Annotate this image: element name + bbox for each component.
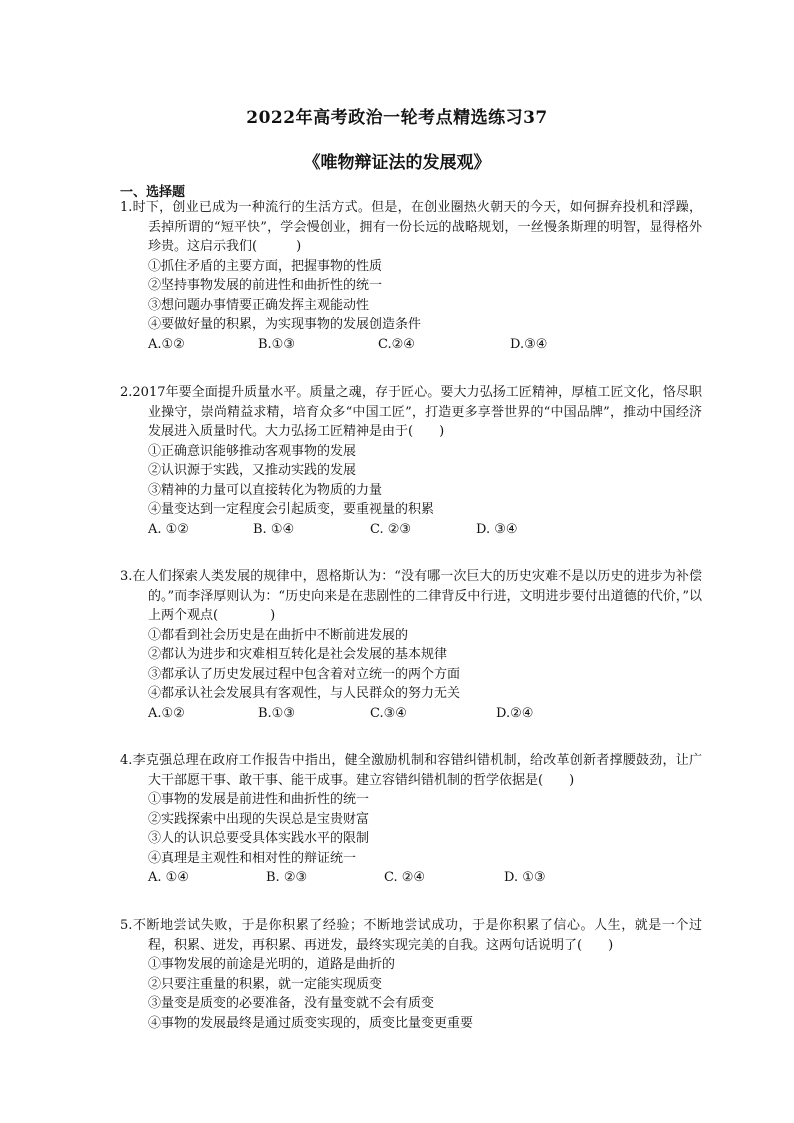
answer-choices <box>148 335 702 355</box>
question-option: ④要做好量的积累，为实现事物的发展创造条件 <box>148 317 422 332</box>
answer-choice-d: D.②④ <box>496 705 534 721</box>
answer-choice-d: D. ①③ <box>504 870 546 885</box>
question-option: ②认识源于实践，又推动实践的发展 <box>148 463 357 478</box>
answer-choice-b: B. ①④ <box>253 521 295 537</box>
question-option: ①事物发展的前途是光明的，道路是曲折的 <box>148 957 396 972</box>
question-stem: 4.李克强总理在政府工作报告中指出，健全激励机制和容错纠错机制，给改革创新者撑腰鼓劲，让广大干部愿干事、敢干事、能干成事。建立容错纠错机制的哲学依据是( ) <box>120 753 702 788</box>
question-option: ②坚持事物发展的前进性和曲折性的统一 <box>148 278 383 293</box>
document-subtitle: 《唯物辩证法的发展观》 <box>303 153 491 173</box>
answer-choice-b: B.①③ <box>258 705 295 721</box>
answer-choices <box>148 868 702 888</box>
question-5 <box>120 916 702 1033</box>
answer-choice-c: C. ②④ <box>384 870 426 885</box>
question-option: ①抓住矛盾的主要方面，把握事物的性质 <box>148 258 383 274</box>
question-option: ③想问题办事情要正确发挥主观能动性 <box>148 297 370 313</box>
question-1 <box>120 198 702 354</box>
question-option: ①事物的发展是前进性和曲折性的统一 <box>148 792 370 807</box>
answer-choice-b: B.①③ <box>258 336 295 352</box>
question-option: ①正确意识能够推动客观事物的发展 <box>148 443 357 459</box>
question-option: ③人的认识总要受具体实践水平的限制 <box>148 831 370 846</box>
question-option: ④事物的发展最终是通过质变实现的，质变比量变更重要 <box>148 1015 474 1031</box>
answer-choice-d: D. ③④ <box>476 521 518 537</box>
question-option: ①都看到社会历史是在曲折中不断前进发展的 <box>148 627 409 643</box>
answer-choice-b: B. ②③ <box>266 870 308 885</box>
answer-choice-a: A. ①② <box>148 521 189 537</box>
question-option: ④量变达到一定程度会引起质变，要重视量的积累 <box>148 502 435 517</box>
answer-choice-c: C.②④ <box>378 336 415 352</box>
section-heading: 一、选择题 <box>120 185 186 200</box>
question-option: ④真理是主观性和相对性的辩证统一 <box>148 850 357 866</box>
answer-choice-c: C. ②③ <box>370 521 412 537</box>
answer-choice-d: D.③④ <box>510 336 548 352</box>
answer-choice-a: A.①② <box>148 705 185 721</box>
question-stem: 1.时下，创业已成为一种流行的生活方式。但是，在创业圈热火朝天的今天，如何摒弃投机和浮躁，丢掉所谓的“短平快”，学会慢创业，拥有一份长远的战略规划，一丝慢条斯理的明智，显得格外珍贵。这启示我们( ) <box>120 200 702 254</box>
question-option: ②实践探索中出现的失误总是宝贵财富 <box>148 811 370 827</box>
answer-choice-c: C.③④ <box>370 705 407 721</box>
question-option: ④都承认社会发展具有客观性，与人民群众的努力无关 <box>148 686 461 701</box>
answer-choices <box>148 520 702 540</box>
answer-choice-a: A.①② <box>148 336 185 352</box>
question-4 <box>120 751 702 888</box>
question-option: ③都承认了历史发展过程中包含着对立统一的两个方面 <box>148 666 461 682</box>
question-stem: 5.不断地尝试失败，于是你积累了经验；不断地尝试成功，于是你积累了信心。人生，就是一个过程，积累、迸发，再积累、再迸发，最终实现完美的自我。这两句话说明了( ) <box>120 918 702 953</box>
question-option: ②都认为进步和灾难相互转化是社会发展的基本规律 <box>148 647 448 662</box>
question-2 <box>120 383 702 539</box>
document-title: 2022年高考政治一轮考点精选练习37 <box>246 108 548 128</box>
question-stem: 3.在人们探索人类发展的规律中，恩格斯认为：“没有哪一次巨大的历史灾难不是以历史的进步为补偿的。”而李泽厚则认为：“历史向来是在悲剧性的二律背反中行进，文明进步要付出道德的代价，”以上两个观点( ) <box>120 569 702 623</box>
question-3 <box>120 567 702 723</box>
question-option: ②只要注重量的积累，就一定能实现质变 <box>148 976 383 992</box>
answer-choices <box>148 704 702 724</box>
question-option: ③量变是质变的必要准备，没有量变就不会有质变 <box>148 996 435 1011</box>
answer-choice-a: A. ①④ <box>148 870 189 885</box>
question-option: ③精神的力量可以直接转化为物质的力量 <box>148 482 383 498</box>
question-stem: 2.2017年要全面提升质量水平。质量之魂，存于匠心。要大力弘扬工匠精神，厚植工匠文化，恪尽职业操守，崇尚精益求精，培育众多“中国工匠”，打造更多享誉世界的“中国品牌”，推动中国经济发展进入质量时代。大力弘扬工匠精神是由于( ) <box>120 385 702 439</box>
